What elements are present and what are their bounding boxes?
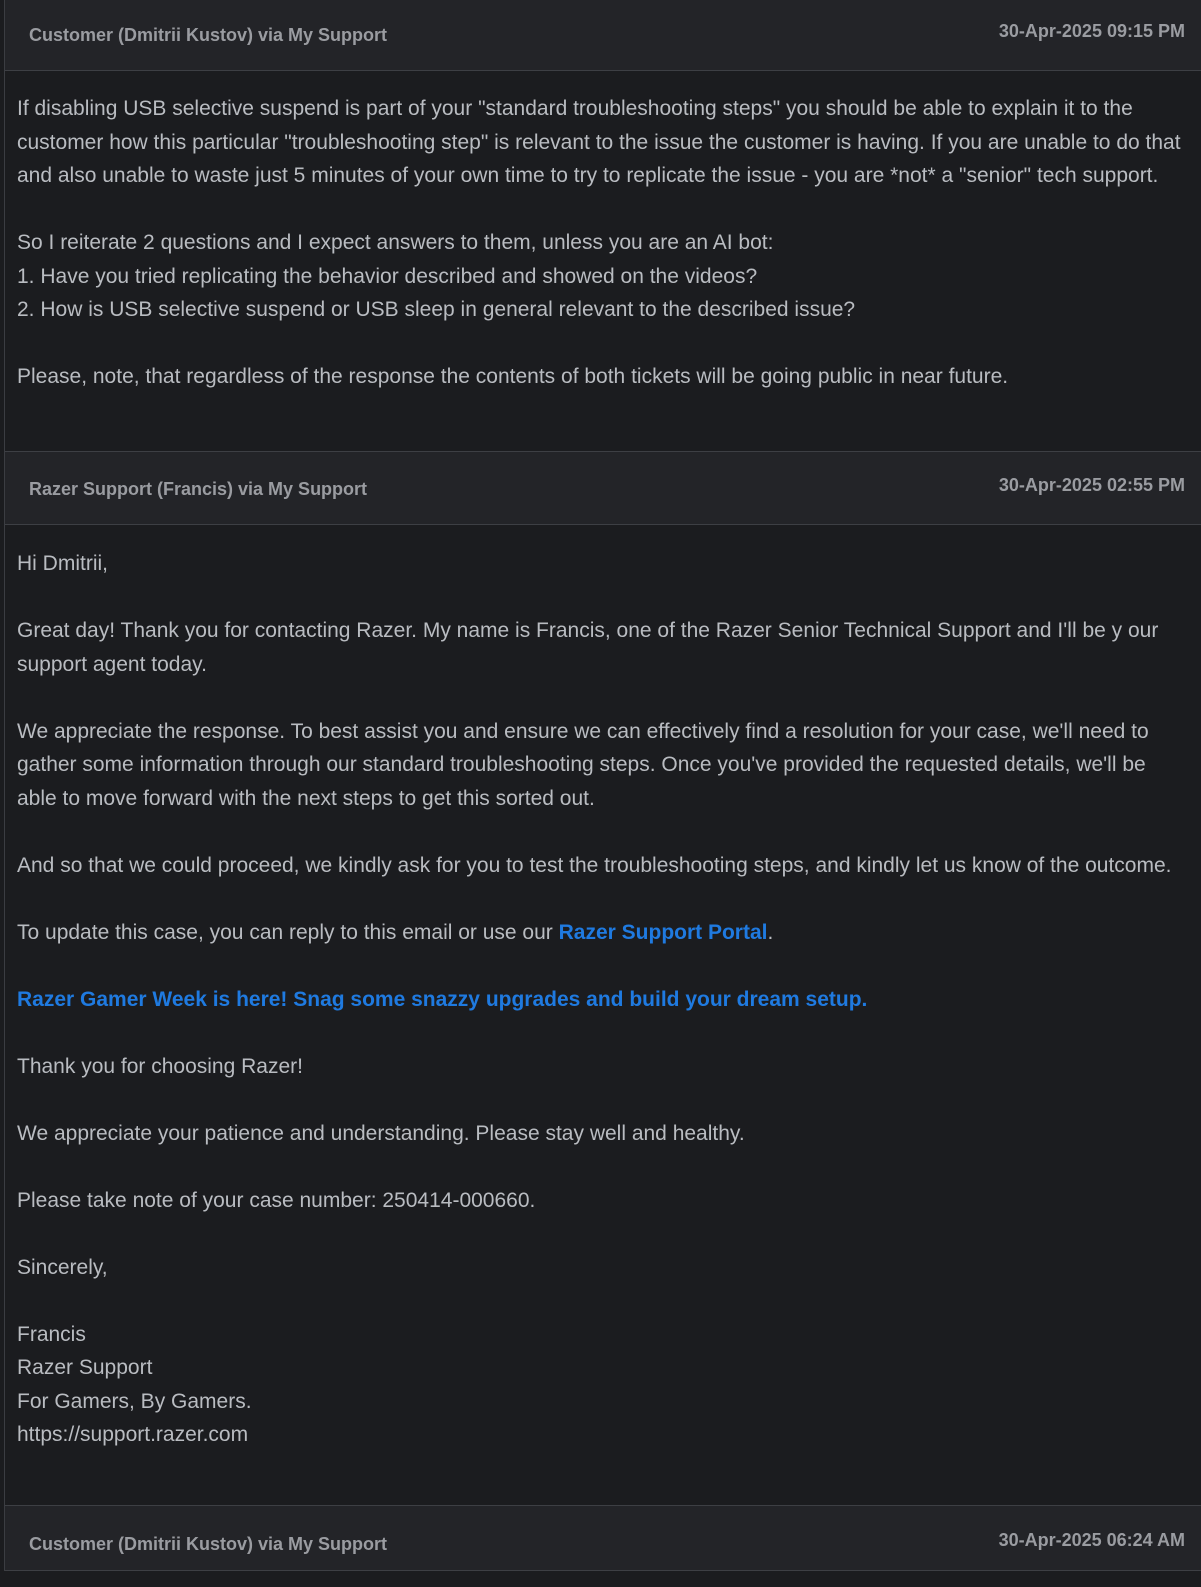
promo-link[interactable]: Razer Gamer Week is here! Snag some snazzy upgrades and build your dream setup.	[17, 987, 868, 1011]
message-sender: Customer (Dmitrii Kustov) via My Support	[29, 25, 388, 45]
ticket-thread	[4, 0, 1201, 1571]
message-paragraph: Please, note, that regardless of the response the contents of both tickets will be going public in near future.	[17, 365, 1009, 388]
message-paragraph: And so that we could proceed, we kindly ask for you to test the troubleshooting steps, and kindly let us know of the outcome.	[17, 853, 1172, 877]
message-sender: Customer (Dmitrii Kustov) via My Support	[29, 1534, 388, 1554]
message-paragraph: We appreciate the response. To best assist you and ensure we can effectively find a resolution for your case, we'll need to gather some information through our standard troubleshooting steps. Once you've provided the requested details, we'll be able to move forward with the next steps to get this sorted out.	[17, 719, 1149, 810]
message-timestamp: 30-Apr-2025 02:55 PM	[998, 475, 1185, 495]
signature-line: Francis	[17, 1322, 86, 1346]
message-body	[5, 71, 1201, 451]
case-number: Please take note of your case number: 250414-000660.	[17, 1188, 536, 1212]
greeting: Hi Dmitrii,	[17, 552, 108, 575]
message-sender: Razer Support (Francis) via My Support	[29, 479, 368, 499]
update-text: To update this case, you can reply to this email or use our	[17, 920, 559, 944]
message-header	[5, 0, 1201, 71]
message-paragraph: So I reiterate 2 questions and I expect answers to them, unless you are an AI bot:	[17, 231, 774, 254]
message-paragraph: Great day! Thank you for contacting Razer. My name is Francis, one of the Razer Senior Technical Support and I'll be y our support agent today.	[17, 619, 1159, 676]
signature-url: https://support.razer.com	[17, 1423, 249, 1446]
message-header	[5, 1505, 1201, 1571]
message-paragraph: We appreciate your patience and understanding. Please stay well and healthy.	[17, 1121, 745, 1145]
signature-line: For Gamers, By Gamers.	[17, 1389, 252, 1413]
message-paragraph: 2. How is USB selective suspend or USB sleep in general relevant to the described issue?	[17, 298, 856, 321]
signature-line: Razer Support	[17, 1356, 153, 1379]
message-paragraph: 1. Have you tried replicating the behavior described and showed on the videos?	[17, 264, 758, 288]
message-paragraph: If disabling USB selective suspend is part of your "standard troubleshooting steps" you should be able to explain it to the customer how this particular "troubleshooting step" is relevant to the issue the customer is having. If you are unable to do that and also unable to waste just 5 minutes of your own time to try to replicate the issue - you are *not* a "senior" tech support.	[17, 97, 1181, 187]
support-portal-link[interactable]: Razer Support Portal	[558, 920, 768, 944]
closing: Sincerely,	[17, 1255, 108, 1279]
message-timestamp: 30-Apr-2025 09:15 PM	[998, 21, 1185, 41]
update-text-end: .	[767, 920, 774, 944]
update-paragraph	[17, 916, 1188, 950]
message-timestamp: 30-Apr-2025 06:24 AM	[998, 1530, 1185, 1550]
message-paragraph: Thank you for choosing Razer!	[17, 1054, 303, 1078]
message-body	[5, 525, 1201, 1505]
message-header	[5, 451, 1201, 525]
